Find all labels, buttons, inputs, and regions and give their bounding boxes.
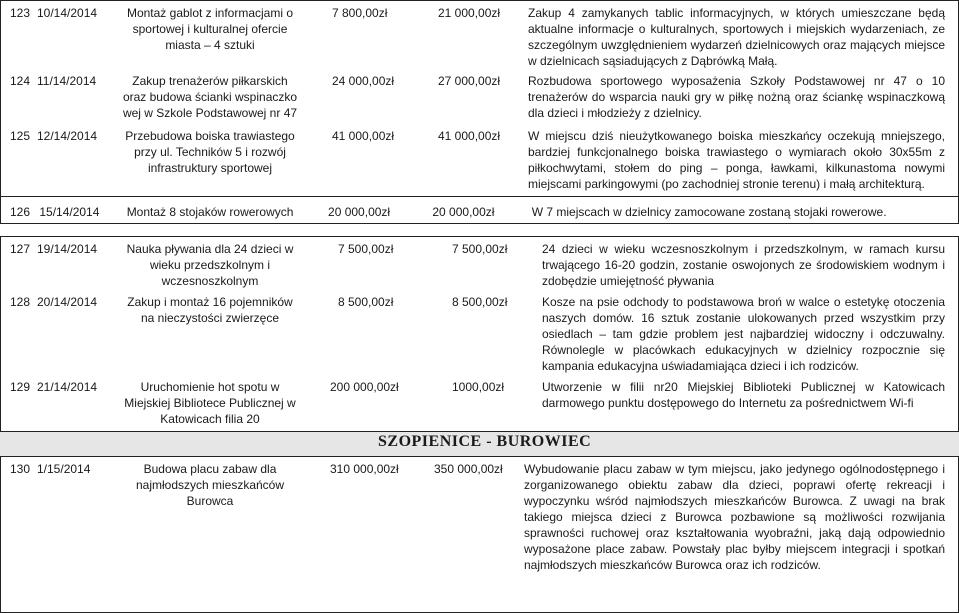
row-number: 125	[10, 129, 31, 143]
row-amount-1: 310 000,00zł	[330, 462, 399, 476]
row-description: Kosze na psie odchody to podstawowa broń w walce o estetykę otoczenia naszych domów. 16 sztuk zostanie ulokowanych przed wszystkim przy osiedlach – tam gdzie problem jest najbardziej widoczny i odczuwalny. Równolegle w placówkach edukacyjnych w dzielnicy rozpocznie się kampania edukacyjna uświadamiająca dzieci i ich rodziców.	[542, 295, 945, 373]
row-date: 12/14/2014	[37, 129, 98, 143]
table-row	[0, 5, 959, 73]
row-number: 129	[10, 380, 31, 394]
row-number: 127	[10, 242, 31, 256]
table-row	[10, 204, 887, 220]
row-title: Zakup trenażerów piłkarskich oraz budowa ścianki wspinaczko wej w Szkole Podstawowej nr 47	[122, 74, 298, 120]
row-description: Rozbudowa sportowego wyposażenia Szkoły Podstawowej nr 47 o 10 trenażerów do wsparcia nauki gry w piłkę nożną oraz ściankę wspinaczkową dla dzieci i młodzieży z dzielnicy.	[528, 74, 945, 120]
row-date: 10/14/2014	[37, 6, 98, 20]
row-description: W miejscu dziś nieużytkowanego boiska mieszkańcy oczekują mniejszego, bardziej funkcjonalnego boiska trawiastego o wymiarach około 30x55m z piłkochwytami, stołem do ping – ponga, ławkami, kilkunastoma nowymi miejscami parkingowymi (po zachodniej stronie terenu) i małą architekturą.	[528, 129, 945, 191]
row-number: 130	[10, 462, 31, 476]
row-amount-1: 41 000,00zł	[332, 129, 395, 143]
row-title: Nauka pływania dla 24 dzieci w wieku przedszkolnym i wczesnoszkolnym	[126, 242, 294, 288]
row-amount-2: 41 000,00zł	[438, 129, 501, 143]
row-title: Montaż gablot z informacjami o sportowej i kulturalnej ofercie miasta – 4 sztuki	[126, 6, 294, 52]
row-amount-2: 27 000,00zł	[438, 74, 501, 88]
row-title: Montaż 8 stojaków rowerowych	[126, 205, 294, 219]
row-number: 123	[10, 6, 31, 20]
row-amount-1: 8 500,00zł	[338, 295, 394, 309]
table-row	[0, 294, 959, 379]
row-description: Zakup 4 zamykanych tablic informacyjnych, w których umieszczane będą aktualne informacje o kulturalnych, sportowych i miejskich wydarzeniach, ze szczególnym uwzględnieniem wydarzeń dzielnicowych oraz mających miejsce w dzielnicach sąsiadujących z Dąbrówką Małą.	[528, 6, 945, 68]
row-title: Uruchomienie hot spotu w Miejskiej Bibliotece Publicznej w Katowicach filia 20	[124, 380, 296, 426]
table-row	[0, 128, 959, 192]
table-row	[0, 379, 959, 431]
table-row	[0, 241, 959, 294]
table-row	[0, 73, 959, 128]
row-description: Wybudowanie placu zabaw w tym miejscu, jako jedynego ogólnodostępnego i zorganizowanego obiektu zabaw dla dzieci, poprawi ofertę rekreacji i wypoczynku wśród najmłodszych mieszkańców Burowca. Z uwagi na brak takiego miejsca dzieci z Burowca pozbawione są możliwości rozwijania sprawności ruchowej oraz kształtowania wyobraźni, jaką dają odpowiednio wyposażone place zabaw. Powstały plac byłby miejscem integracji i spotkań najmłodszych mieszkańców Burowca oraz ich rodziców.	[524, 462, 945, 572]
row-date: 11/14/2014	[37, 74, 97, 88]
row-date: 19/14/2014	[37, 242, 98, 256]
row-number: 126	[10, 205, 31, 219]
row-amount-1: 20 000,00zł	[328, 205, 391, 219]
row-description: Utworzenie w filii nr20 Miejskiej Biblioteki Publicznej w Katowicach darmowego punktu dostępowego do Internetu za pośrednictwem Wi-fi	[542, 380, 945, 410]
projects-table-top	[0, 5, 959, 192]
row-divider	[0, 196, 959, 197]
row-amount-2: 21 000,00zł	[438, 6, 501, 20]
row-description: W 7 miejscach w dzielnicy zamocowane zostaną stojaki rowerowe.	[531, 205, 887, 219]
row-amount-1: 200 000,00zł	[330, 380, 399, 394]
row-amount-1: 24 000,00zł	[332, 74, 395, 88]
projects-table-bottom	[0, 461, 959, 573]
row-amount-1: 7 500,00zł	[338, 242, 394, 256]
table-row	[0, 461, 959, 573]
row-date: 20/14/2014	[37, 295, 98, 309]
row-date: 1/15/2014	[37, 462, 91, 476]
row-title: Przebudowa boiska trawiastego przy ul. Techników 5 i rozwój infrastruktury sportowej	[125, 129, 295, 175]
row-date: 21/14/2014	[37, 380, 98, 394]
row-amount-2: 350 000,00zł	[434, 462, 503, 476]
section-heading: SZOPIENICE - BUROWIEC	[378, 433, 592, 450]
row-amount-1: 7 800,00zł	[332, 6, 388, 20]
row-description: 24 dzieci w wieku wczesnoszkolnym i przedszkolnym, w ramach kursu trwającego 16-20 godzin, zostanie oswojonych ze środowiskiem wodnym i zdobędzie umiejętność pływania	[542, 242, 945, 288]
row-amount-2: 20 000,00zł	[432, 205, 495, 219]
row-number: 128	[10, 295, 31, 309]
row-title: Zakup i montaż 16 pojemników na nieczystości zwierzęce	[127, 295, 293, 325]
row-amount-2: 7 500,00zł	[452, 242, 508, 256]
row-amount-2: 8 500,00zł	[452, 295, 508, 309]
row-number: 124	[10, 74, 31, 88]
row-amount-2: 1000,00zł	[452, 380, 505, 394]
row-date: 15/14/2014	[39, 205, 100, 219]
row-title: Budowa placu zabaw dla najmłodszych mieszkańców Burowca	[135, 462, 285, 508]
projects-table-mid	[0, 241, 959, 431]
